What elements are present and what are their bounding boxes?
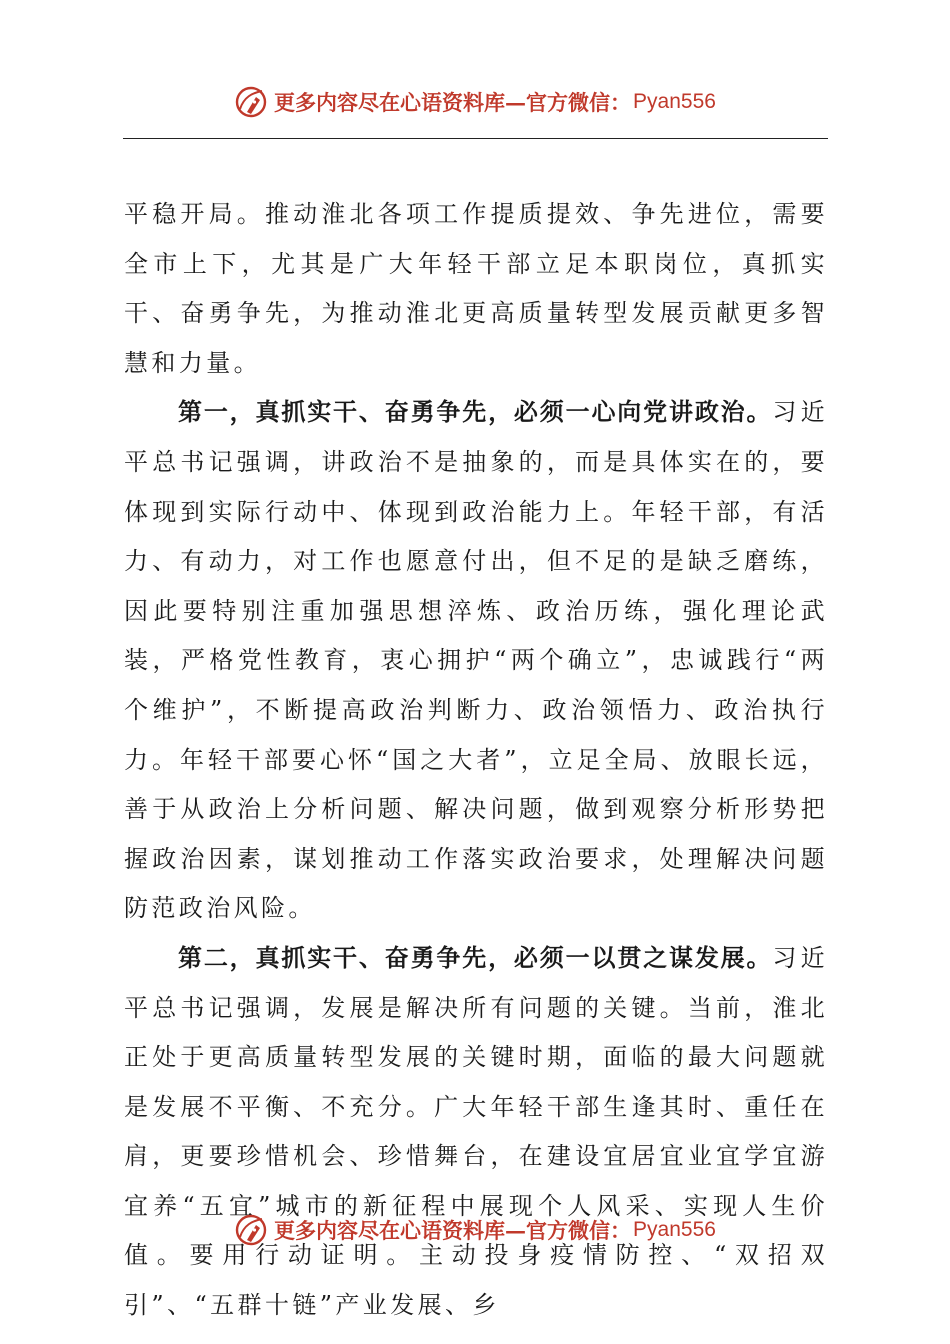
- paragraph-point-two: [124, 934, 828, 1331]
- watermark-wechat-id: Pyan556: [633, 1218, 716, 1241]
- watermark-text: 更多内容尽在心语资料库—官方微信：: [274, 90, 632, 115]
- paragraph-text: 习近平总书记强调，讲政治不是抽象的，而是具体实在的，要体现到实际行动中、体现到政治能力上。年轻干部，有活力、有动力，对工作也愿意付出，但不足的是缺乏磨练，因此要特别注重加强思想淬炼、政治历练，强化理论武装，严格党性教育，衷心拥护“两个确立”，忠诚践行“两个维护”，不断提高政治判断力、政治领悟力、政治执行力。年轻干部要心怀“国之大者”，立足全局、放眼长远，善于从政治上分析问题、解决问题，做到观察分析形势把握政治因素，谋划推动工作落实政治要求，处理解决问题防范政治风险。: [124, 398, 829, 923]
- pen-nib-logo-icon: [234, 1213, 268, 1247]
- paragraph-text: 平稳开局。推动淮北各项工作提质提效、争先进位，需要全市上下，尤其是广大年轻干部立足本职岗位，真抓实干、奋勇争先，为推动淮北更高质量转型发展贡献更多智慧和力量。: [124, 200, 828, 377]
- document-body: [124, 190, 828, 1331]
- footer-watermark: [0, 1210, 950, 1250]
- paragraph-continuation: [124, 190, 828, 388]
- paragraph-text: 习近平总书记强调，发展是解决所有问题的关键。当前，淮北正处于更高质量转型发展的关键时期，面临的最大问题就是发展不平衡、不充分。广大年轻干部生逢其时、重任在肩，更要珍惜机会、珍惜舞台，在建设宜居宜业宜学宜游宜养“五宜”城市的新征程中展现个人风采、实现人生价值。要用行动证明。主动投身疫情防控、“双招双引”、“五群十链”产业发展、乡: [124, 943, 829, 1320]
- watermark-wechat-id: Pyan556: [633, 90, 716, 113]
- pen-nib-logo-icon: [234, 85, 268, 119]
- watermark-text: 更多内容尽在心语资料库—官方微信：: [274, 1218, 632, 1243]
- paragraph-point-one: [124, 388, 828, 934]
- header-watermark: [0, 82, 950, 122]
- paragraph-heading: 第一，真抓实干、奋勇争先，必须一心向党讲政治。: [178, 398, 773, 427]
- paragraph-heading: 第二，真抓实干、奋勇争先，必须一以贯之谋发展。: [178, 943, 773, 972]
- header-divider: [123, 138, 828, 139]
